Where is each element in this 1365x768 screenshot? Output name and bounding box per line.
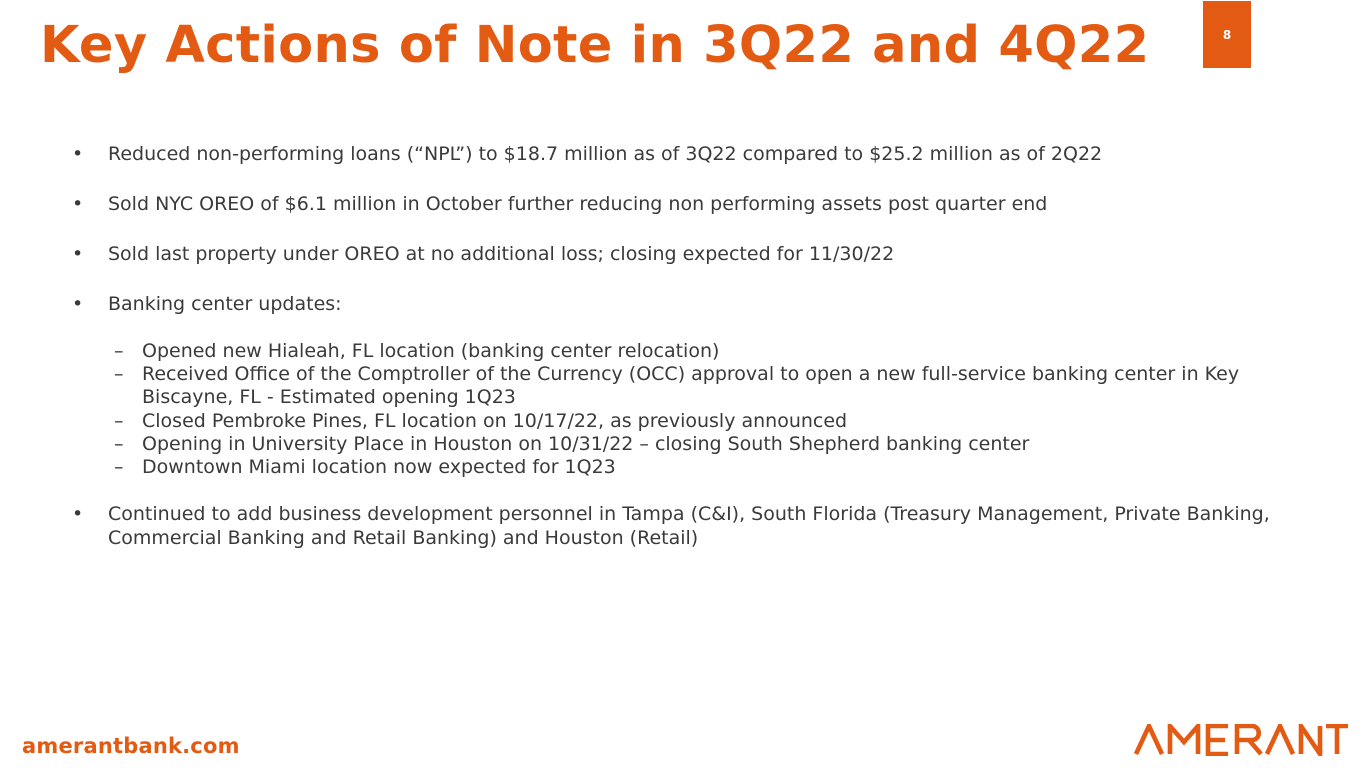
sub-item-text: Downtown Miami location now expected for 1Q23 — [142, 456, 616, 479]
bullet-marker: • — [72, 503, 84, 526]
bullet-marker: • — [72, 192, 84, 215]
bullet-text: Reduced non-performing loans (“NPL”) to $18.7 million as of 3Q22 compared to $25.2 million as of 2Q22 — [108, 143, 1103, 165]
bullet-text: Banking center updates: — [108, 292, 342, 315]
sub-item-text: Opened new Hialeah, FL location (banking center relocation) — [142, 339, 720, 362]
sub-item-text: Closed Pembroke Pines, FL location on 10/17/22, as previously announced — [142, 409, 848, 432]
bullet-marker: • — [72, 143, 84, 165]
dash-marker: – — [114, 363, 124, 386]
bullet-list — [72, 143, 1302, 550]
bullet-item — [72, 243, 1302, 266]
page-number-badge — [1203, 1, 1251, 68]
sub-item — [72, 340, 1302, 363]
dash-marker: – — [114, 433, 124, 456]
sub-item — [72, 410, 1302, 433]
sub-item-text: Opening in University Place in Houston on 10/31/22 – closing South Shepherd banking center — [142, 433, 1030, 456]
bullet-marker: • — [72, 242, 84, 265]
bullet-item — [72, 193, 1302, 216]
amerant-wordmark-icon — [1134, 724, 1350, 756]
dash-marker: – — [114, 409, 124, 432]
bullet-text: Continued to add business development personnel in Tampa (C&I), South Florida (Treasury Management, Private Banking, Commercial Banking and Retail Banking) and Houston (Retail) — [108, 503, 1270, 549]
dash-marker: – — [114, 456, 124, 479]
sub-item — [72, 363, 1302, 410]
bullet-text: Sold NYC OREO of $6.1 million in October further reducing non performing assets post quarter end — [108, 192, 1048, 215]
dash-marker: – — [114, 339, 124, 362]
sub-item-text: Received Office of the Comptroller of the Currency (OCC) approval to open a new full-service banking center in Key Biscayne, FL - Estimated opening 1Q23 — [142, 363, 1240, 409]
bullet-item — [72, 293, 1302, 316]
page-number: 8 — [1222, 27, 1232, 42]
sub-item — [72, 456, 1302, 479]
bullet-text: Sold last property under OREO at no additional loss; closing expected for 11/30/22 — [108, 242, 895, 265]
bullet-item — [72, 503, 1302, 550]
amerant-logo — [1134, 724, 1350, 756]
bullet-item — [72, 143, 1302, 166]
slide-title: Key Actions of Note in 3Q22 and 4Q22 — [40, 16, 1150, 75]
bullet-marker: • — [72, 292, 84, 315]
sub-item — [72, 433, 1302, 456]
banking-center-sub-list — [72, 340, 1302, 480]
footer-website-link[interactable]: amerantbank.com — [22, 734, 240, 758]
